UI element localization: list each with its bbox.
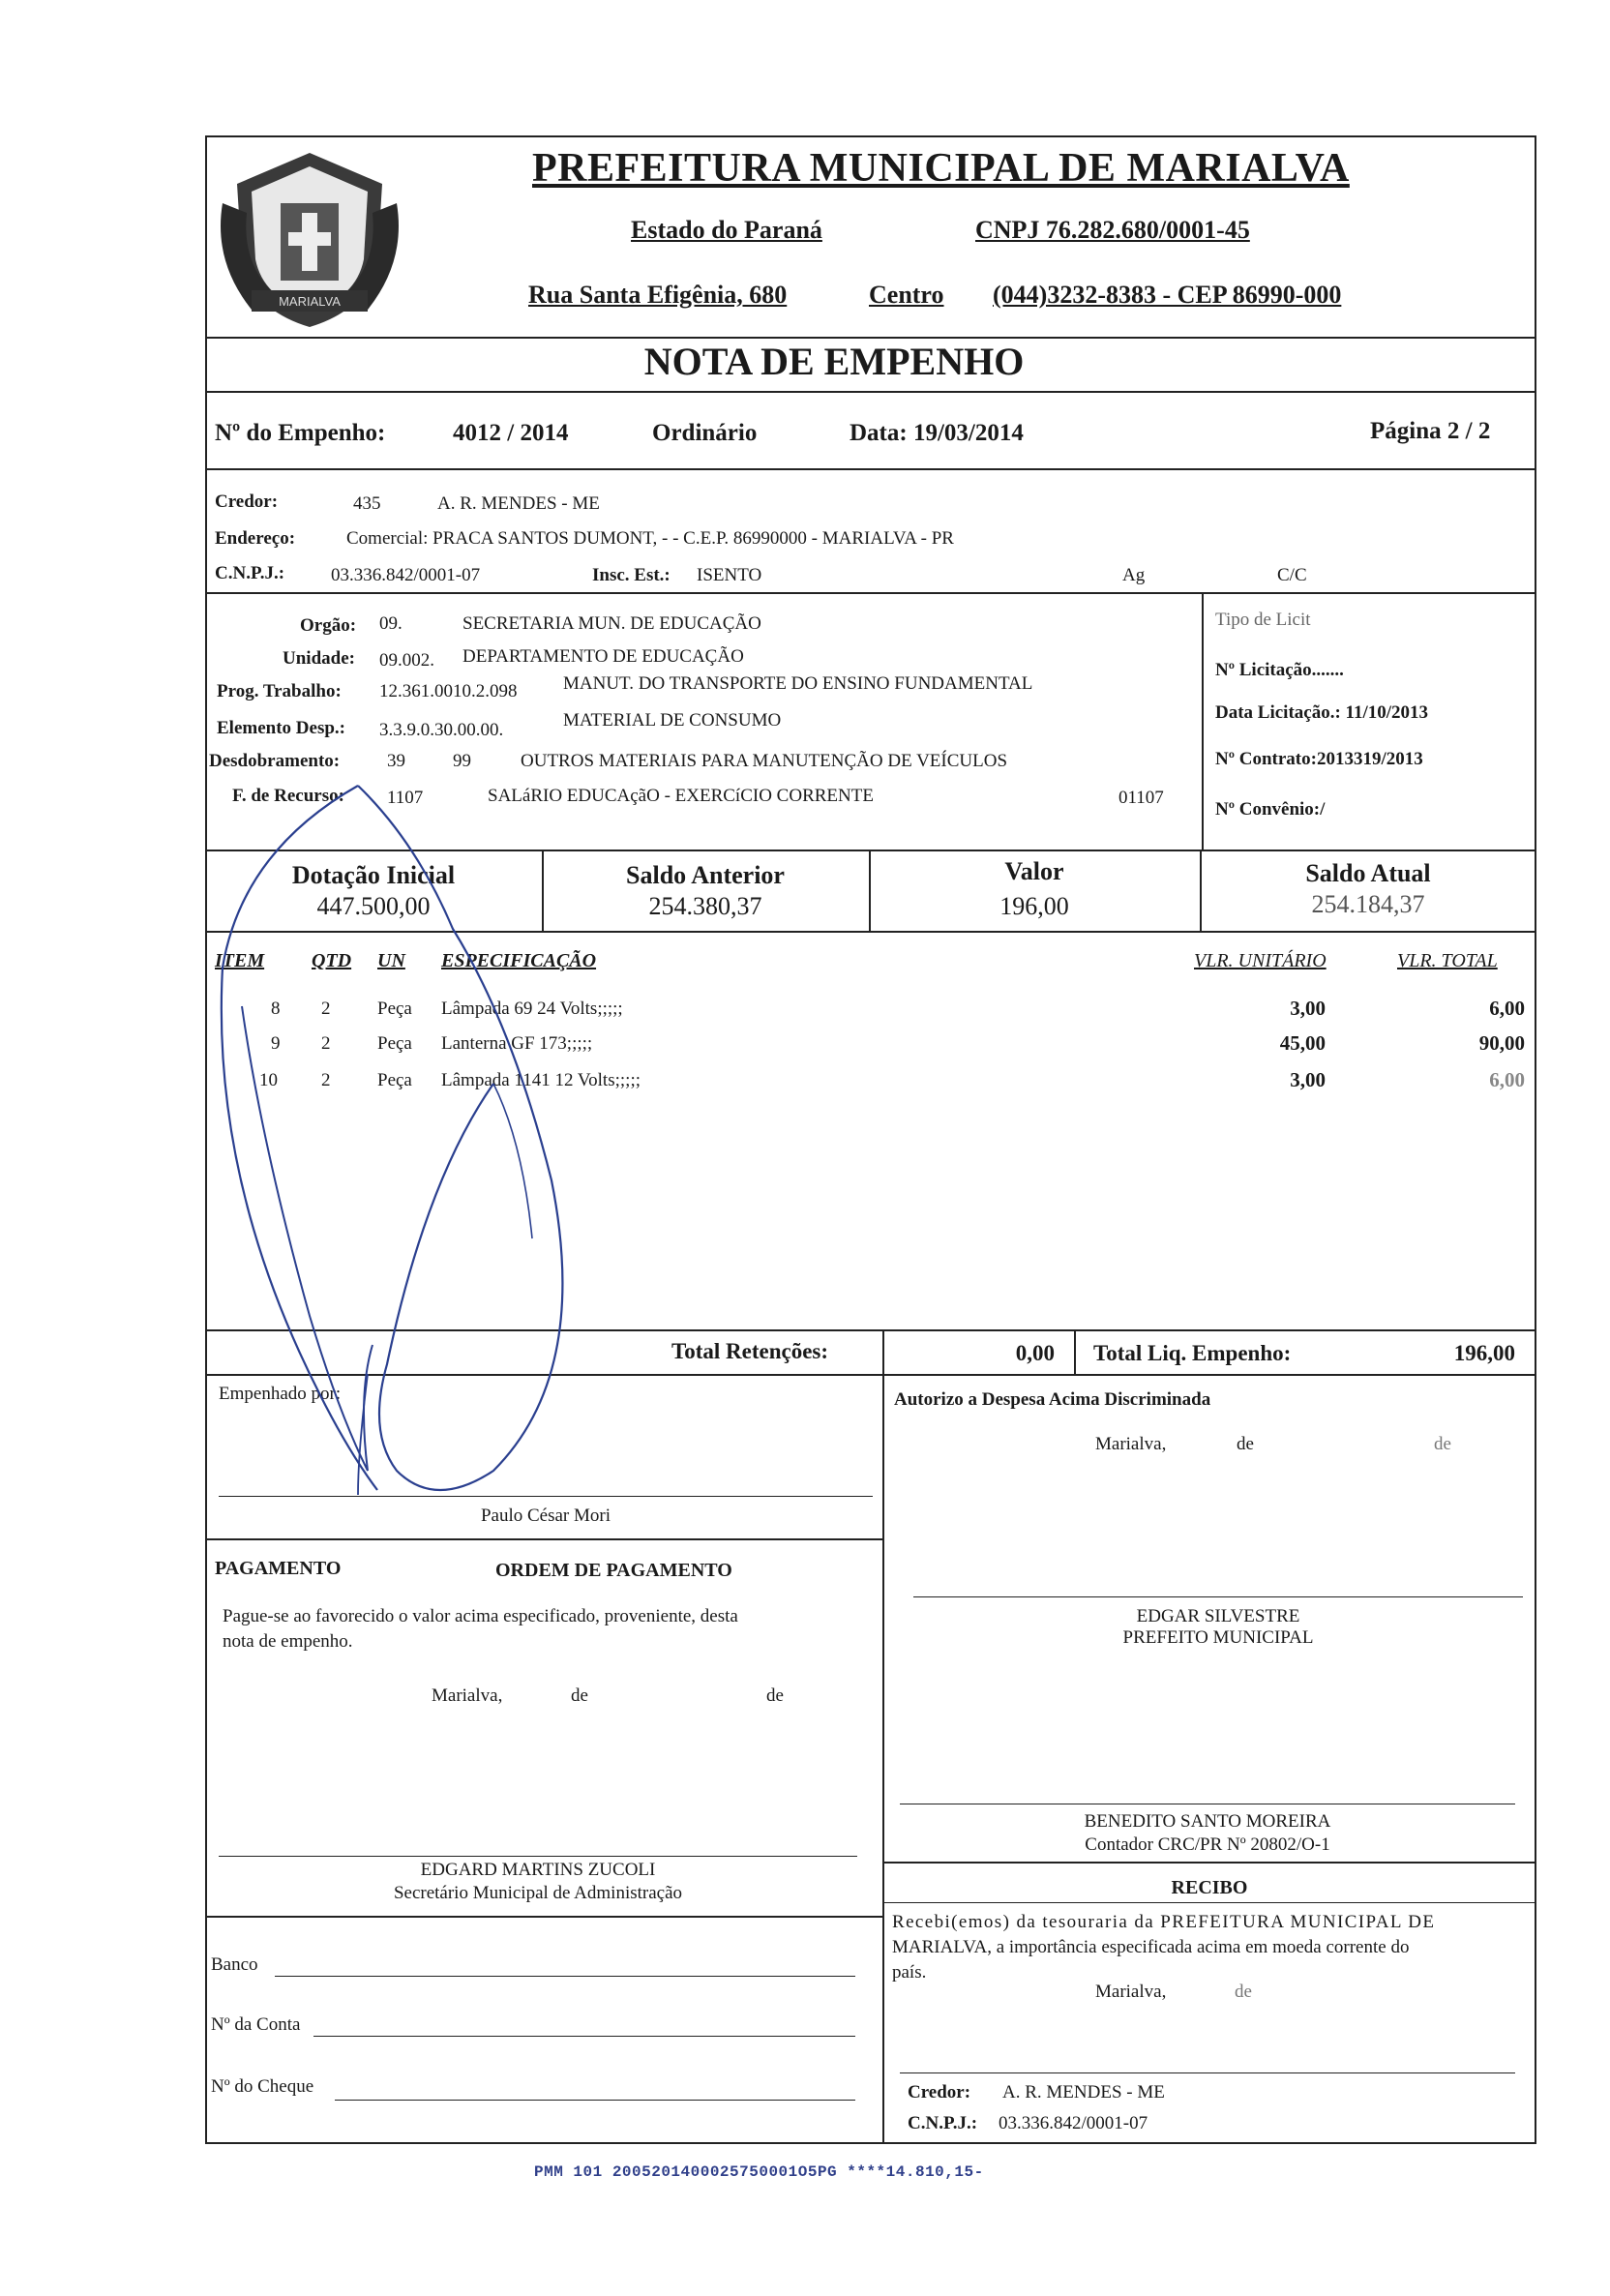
retencoes-label: Total Retenções: xyxy=(671,1339,829,1363)
item-qtd: 2 xyxy=(321,1070,331,1090)
pagamento-title: PAGAMENTO xyxy=(215,1558,342,1579)
col-header-total: VLR. TOTAL xyxy=(1397,950,1498,971)
insc-label: Insc. Est.: xyxy=(592,565,671,585)
item-unit: 45,00 xyxy=(1279,1031,1326,1055)
recibo-cnpj-label: C.N.P.J.: xyxy=(908,2113,978,2133)
divider xyxy=(882,1902,1536,1903)
empenho-number: 4012 / 2014 xyxy=(453,420,569,446)
item-unit: 3,00 xyxy=(1290,997,1326,1020)
orgao-label: Orgão: xyxy=(300,615,357,636)
signature-line xyxy=(900,2072,1515,2073)
unidade-desc: DEPARTAMENTO DE EDUCAÇÃO xyxy=(462,646,744,667)
divider xyxy=(205,391,1536,393)
address-phone-cep: (044)3232-8383 - CEP 86990-000 xyxy=(993,281,1342,309)
banco-label: Banco xyxy=(211,1954,258,1975)
endereco-value: Comercial: PRACA SANTOS DUMONT, - - C.E.P. 86990000 - MARIALVA - PR xyxy=(346,528,954,549)
item-qtd: 2 xyxy=(321,999,331,1019)
pagamento-de2: de xyxy=(766,1685,784,1706)
autorizo-de1: de xyxy=(1237,1434,1254,1454)
valor-label: Valor xyxy=(1004,857,1064,885)
credor-code: 435 xyxy=(353,493,381,514)
prog-label: Prog. Trabalho: xyxy=(217,681,342,701)
ag-label: Ag xyxy=(1122,565,1146,585)
saldo-anterior-label: Saldo Anterior xyxy=(626,861,785,889)
conta-field[interactable] xyxy=(313,2036,855,2037)
col-header-unit: VLR. UNITÁRIO xyxy=(1194,950,1327,971)
cnpj-credor-label: C.N.P.J.: xyxy=(215,563,285,583)
orgao-desc: SECRETARIA MUN. DE EDUCAÇÃO xyxy=(462,613,761,634)
recibo-credor-label: Credor: xyxy=(908,2082,971,2102)
saldo-anterior-value: 254.380,37 xyxy=(648,892,762,920)
col-header-spec: ESPECIFICAÇÃO xyxy=(441,950,597,971)
prog-desc: MANUT. DO TRANSPORTE DO ENSINO FUNDAMENTAL xyxy=(563,673,1033,694)
divider xyxy=(205,1374,1536,1376)
endereco-label: Endereço: xyxy=(215,528,296,549)
divider xyxy=(882,1329,884,1374)
conta-label: Nº da Conta xyxy=(211,2014,301,2035)
prefeito-name: EDGAR SILVESTRE xyxy=(1136,1606,1300,1626)
item-un: Peça xyxy=(377,1033,412,1054)
recurso-desc: SALáRIO EDUCAçãO - EXERCíCIO CORRENTE xyxy=(488,786,874,806)
empenho-date: Data: 19/03/2014 xyxy=(850,420,1024,446)
crest-label: MARIALVA xyxy=(279,294,341,309)
crest-emblem xyxy=(213,145,406,334)
item-un: Peça xyxy=(377,1070,412,1090)
item-spec: Lâmpada 69 24 Volts;;;;; xyxy=(441,999,623,1019)
recurso-label: F. de Recurso: xyxy=(232,786,344,806)
address-district: Centro xyxy=(869,281,944,309)
divider xyxy=(205,1916,882,1918)
empenho-type: Ordinário xyxy=(652,420,758,446)
divider xyxy=(205,468,1536,470)
empenho-number-label: Nº do Empenho: xyxy=(215,420,386,446)
item-number: 8 xyxy=(271,999,281,1019)
total-liquido-value: 196,00 xyxy=(1453,1341,1515,1365)
numero-licitacao: Nº Licitação....... xyxy=(1215,660,1344,680)
divider xyxy=(205,850,1536,851)
numero-convenio: Nº Convênio:/ xyxy=(1215,799,1326,820)
secretario-name: EDGARD MARTINS ZUCOLI xyxy=(420,1860,656,1880)
credor-label: Credor: xyxy=(215,492,279,512)
credor-name: A. R. MENDES - ME xyxy=(437,493,600,514)
recibo-text-3: país. xyxy=(892,1962,927,1983)
recibo-credor-value: A. R. MENDES - ME xyxy=(1002,2082,1165,2102)
divider xyxy=(1074,1329,1076,1374)
recibo-de: de xyxy=(1235,1982,1252,2002)
recibo-text-1: Recebi(emos) da tesouraria da PREFEITURA MUNICIPAL DE xyxy=(892,1912,1436,1932)
prog-code: 12.361.0010.2.098 xyxy=(379,681,518,701)
saldo-atual-label: Saldo Atual xyxy=(1305,859,1431,887)
signature-line xyxy=(913,1596,1523,1597)
elemento-desc: MATERIAL DE CONSUMO xyxy=(563,710,782,731)
recurso-code2: 01107 xyxy=(1118,788,1164,808)
recibo-place: Marialva, xyxy=(1095,1982,1167,2002)
cc-label: C/C xyxy=(1277,565,1307,585)
valor-value: 196,00 xyxy=(999,892,1069,920)
banco-field[interactable] xyxy=(275,1976,855,1977)
desdobramento-label: Desdobramento: xyxy=(209,751,341,771)
address-street: Rua Santa Efigênia, 680 xyxy=(528,281,788,309)
secretario-role: Secretário Municipal de Administração xyxy=(393,1883,683,1903)
autorizo-de2: de xyxy=(1434,1434,1451,1454)
empenhado-name: Paulo César Mori xyxy=(480,1506,611,1526)
item-spec: Lanterna GF 173;;;;; xyxy=(441,1033,593,1054)
cheque-label: Nº do Cheque xyxy=(211,2076,314,2097)
divider xyxy=(205,931,1536,933)
item-spec: Lâmpada 1141 12 Volts;;;;; xyxy=(441,1070,641,1090)
retencoes-value: 0,00 xyxy=(1015,1341,1055,1365)
item-qtd: 2 xyxy=(321,1033,331,1054)
autorizo-place: Marialva, xyxy=(1095,1434,1167,1454)
numero-contrato: Nº Contrato:2013319/2013 xyxy=(1215,749,1423,769)
footer-barcode-text: PMM 101 2005201400025750001O5PG ****14.810,15- xyxy=(534,2163,984,2181)
col-header-item: ITEM xyxy=(215,950,265,971)
item-number: 10 xyxy=(259,1070,278,1090)
col-header-un: UN xyxy=(377,950,405,971)
item-unit: 3,00 xyxy=(1290,1068,1326,1091)
page-number: Página 2 / 2 xyxy=(1370,418,1491,444)
recurso-code: 1107 xyxy=(387,788,424,808)
empenhado-label: Empenhado por: xyxy=(219,1384,342,1404)
divider xyxy=(882,1374,884,2144)
desdobramento-code2: 99 xyxy=(453,751,471,771)
recibo-text-2: MARIALVA, a importância especificada acima em moeda corrente do xyxy=(892,1937,1410,1957)
pagamento-place: Marialva, xyxy=(432,1685,503,1706)
elemento-label: Elemento Desp.: xyxy=(217,718,345,738)
contador-name: BENEDITO SANTO MOREIRA xyxy=(1084,1811,1331,1832)
state-label: Estado do Paraná xyxy=(631,216,822,244)
item-un: Peça xyxy=(377,999,412,1019)
elemento-code: 3.3.9.0.30.00.00. xyxy=(379,720,504,740)
divider xyxy=(205,1329,1536,1331)
signature-line xyxy=(219,1496,873,1497)
item-total: 90,00 xyxy=(1478,1031,1525,1055)
data-licitacao: Data Licitação.: 11/10/2013 xyxy=(1215,702,1429,723)
recibo-cnpj-value: 03.336.842/0001-07 xyxy=(999,2113,1148,2133)
item-total: 6,00 xyxy=(1489,997,1525,1020)
insc-value: ISENTO xyxy=(697,565,762,585)
recibo-title: RECIBO xyxy=(1171,1877,1248,1898)
dotacao-label: Dotação Inicial xyxy=(291,861,456,889)
cnpj-credor-value: 03.336.842/0001-07 xyxy=(331,565,481,585)
col-header-qtd: QTD xyxy=(312,950,352,971)
orgao-code: 09. xyxy=(379,613,402,634)
document-title: NOTA DE EMPENHO xyxy=(643,340,1025,383)
pagamento-de1: de xyxy=(571,1685,588,1706)
total-liquido-label: Total Liq. Empenho: xyxy=(1093,1341,1292,1365)
unidade-code: 09.002. xyxy=(379,650,434,671)
item-total: 6,00 xyxy=(1489,1068,1525,1091)
cnpj-label: CNPJ 76.282.680/0001-45 xyxy=(975,216,1250,244)
unidade-label: Unidade: xyxy=(283,648,355,669)
prefeito-role: PREFEITO MUNICIPAL xyxy=(1122,1627,1314,1648)
contador-role: Contador CRC/PR Nº 20802/O-1 xyxy=(1085,1834,1330,1855)
divider xyxy=(882,1862,1536,1864)
divider xyxy=(1202,592,1204,850)
cheque-field[interactable] xyxy=(335,2100,855,2101)
pagamento-text-2: nota de empenho. xyxy=(223,1631,353,1652)
divider xyxy=(205,1538,882,1540)
desdobramento-desc: OUTROS MATERIAIS PARA MANUTENÇÃO DE VEÍCULOS xyxy=(521,751,1008,771)
divider xyxy=(205,592,1536,594)
pagamento-text-1: Pague-se ao favorecido o valor acima especificado, proveniente, desta xyxy=(223,1606,738,1626)
desdobramento-code1: 39 xyxy=(387,751,405,771)
item-number: 9 xyxy=(271,1033,281,1054)
saldo-atual-value: 254.184,37 xyxy=(1311,890,1425,918)
autorizo-title: Autorizo a Despesa Acima Discriminada xyxy=(894,1389,1211,1410)
ordem-pagamento-title: ORDEM DE PAGAMENTO xyxy=(495,1560,732,1581)
tipo-licitacao: Tipo de Licit xyxy=(1215,610,1311,630)
signature-line xyxy=(219,1856,857,1857)
page-title: PREFEITURA MUNICIPAL DE MARIALVA xyxy=(532,146,1350,191)
dotacao-value: 447.500,00 xyxy=(316,892,431,920)
